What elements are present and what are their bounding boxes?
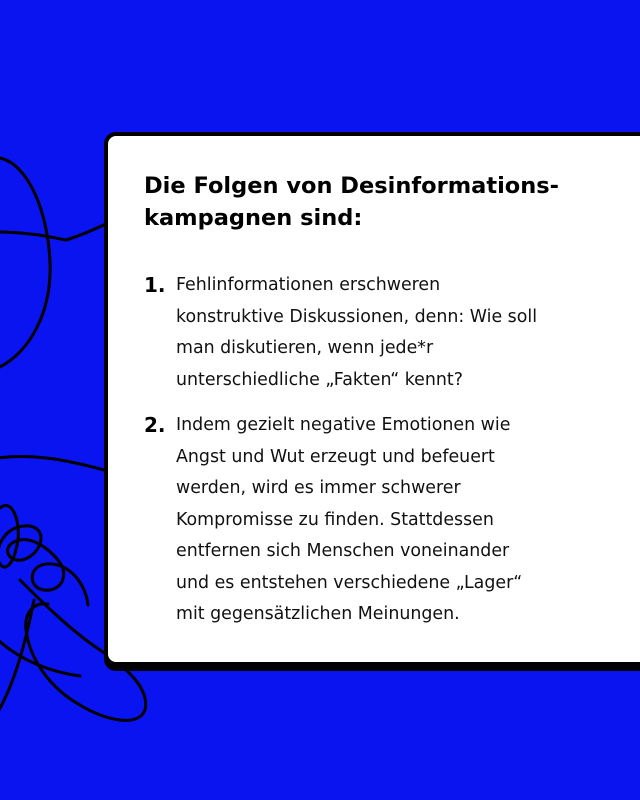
list-item [144, 410, 544, 631]
info-card [104, 132, 640, 666]
list-item-text: Indem gezielt negative Emotionen wie Angst und Wut erzeugt und befeuert werden, wird es immer schwerer Kompromisse zu finden. Stattdessen entfernen sich Menschen voneinander und es entstehen verschiedene „Lager“ mit gegensätzlichen Meinungen. [176, 415, 523, 624]
list-item-number: 2. [144, 413, 166, 437]
scribble-tangle [0, 506, 88, 605]
card-title: Die Folgen von Desinformations-kampagnen sind: [144, 173, 560, 231]
scribble-head-outline [0, 158, 50, 368]
consequences-list [144, 270, 544, 645]
scribble-head-line [0, 224, 106, 240]
scribble-long-curve [0, 457, 104, 471]
list-item [144, 270, 544, 396]
list-item-text: Fehlinformationen erschweren konstruktive Diskussionen, denn: Wie soll man diskutieren, wenn jede*r unterschiedliche „Fakten“ kennt? [176, 275, 538, 390]
scribble-tail [0, 600, 34, 712]
list-item-number: 1. [144, 273, 166, 297]
scribble-lower-curve [0, 640, 80, 676]
